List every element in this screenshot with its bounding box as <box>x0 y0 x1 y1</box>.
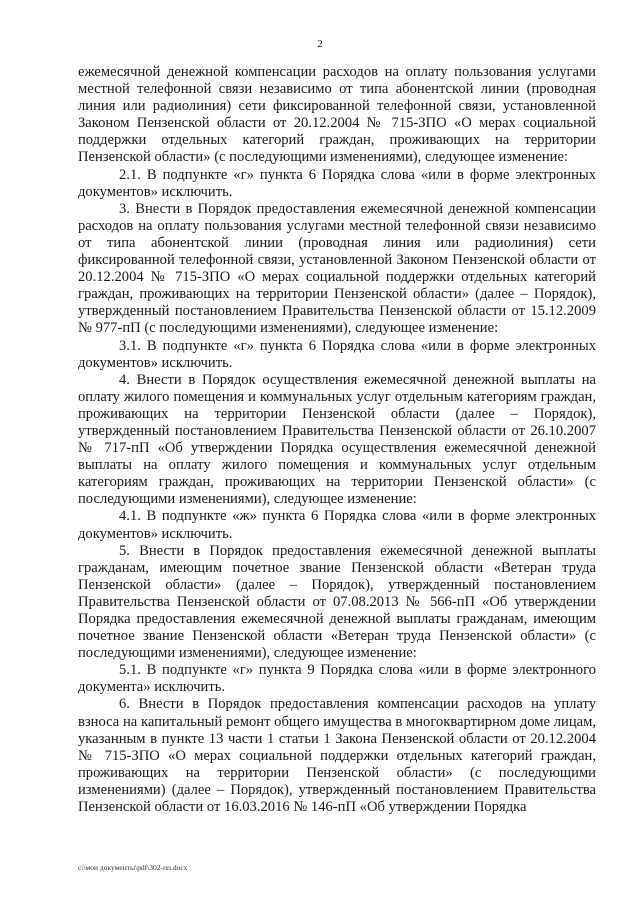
footer-file-path: c:\мои документы\pdf\302-пп.docx <box>78 863 188 872</box>
paragraph-2-1: 2.1. В подпункте «г» пункта 6 Порядка слова «или в форме электронных документов» исключить. <box>78 166 596 200</box>
paragraph-5: 5. Внести в Порядок предоставления ежемесячной денежной выплаты гражданам, имеющим почетное звание Пензенской области «Ветеран труда Пензенской области» (далее – Порядок), утвержденный постановлением Правительства Пензенской области от 07.08.2013 № 566-пП «Об утверждении Порядка предоставления ежемесячной денежной выплаты гражданам, имеющим почетное звание Пензенской области «Ветеран труда Пензенской области» (с последующими изменениями), следующее изменение: <box>78 542 596 662</box>
paragraph-3-1: 3.1. В подпункте «г» пункта 6 Порядка слова «или в форме электронных документов» исключить. <box>78 337 596 371</box>
document-body <box>78 64 596 816</box>
paragraph-4: 4. Внести в Порядок осуществления ежемесячной денежной выплаты на оплату жилого помещения и коммунальных услуг отдельным категориям граждан, проживающих на территории Пензенской области (далее – Порядок), утвержденный постановлением Правительства Пензенской области от 26.10.2007 № 717-пП «Об утверждении Порядка осуществления ежемесячной денежной выплаты на оплату жилого помещения и коммунальных услуг отдельным категориям граждан, проживающих на территории Пензенской области» (с последующими изменениями), следующее изменение: <box>78 371 596 508</box>
paragraph-6: 6. Внести в Порядок предоставления компенсации расходов на уплату взноса на капитальный ремонт общего имущества в многоквартирном доме лицам, указанным в пункте 13 части 1 статьи 1 Закона Пензенской области от 20.12.2004 № 715-ЗПО «О мерах социальной поддержки отдельных категорий граждан, проживающих на территории Пензенской области» (с последующими изменениями) (далее – Порядок), утвержденный постановлением Правительства Пензенской области от 16.03.2016 № 146-пП «Об утверждении Порядка <box>78 696 596 816</box>
paragraph-4-1: 4.1. В подпункте «ж» пункта 6 Порядка слова «или в форме электронных документов» исключить. <box>78 508 596 542</box>
paragraph-3: 3. Внести в Порядок предоставления ежемесячной денежной компенсации расходов на оплату пользования услугами местной телефонной связи независимо от типа абонентской линии (проводная линия или радиолиния) сети фиксированной телефонной связи, установленной Законом Пензенской области от 20.12.2004 № 715-ЗПО «О мерах социальной поддержки отдельных категорий граждан, проживающих на территории Пензенской области» (далее – Порядок), утвержденный постановлением Правительства Пензенской области от 15.12.2009 № 977-пП (с последующими изменениями), следующее изменение: <box>78 200 596 337</box>
page-number: 2 <box>317 38 323 50</box>
paragraph-5-1: 5.1. В подпункте «г» пункта 9 Порядка слова «или в форме электронного документа» исключить. <box>78 662 596 696</box>
paragraph-continuation: ежемесячной денежной компенсации расходов на оплату пользования услугами местной телефонной связи независимо от типа абонентской линии (проводная линия или радиолиния) сети фиксированной телефонной связи, установленной Законом Пензенской области от 20.12.2004 № 715-ЗПО «О мерах социальной поддержки отдельных категорий граждан, проживающих на территории Пензенской области» (с последующими изменениями), следующее изменение: <box>78 64 596 166</box>
